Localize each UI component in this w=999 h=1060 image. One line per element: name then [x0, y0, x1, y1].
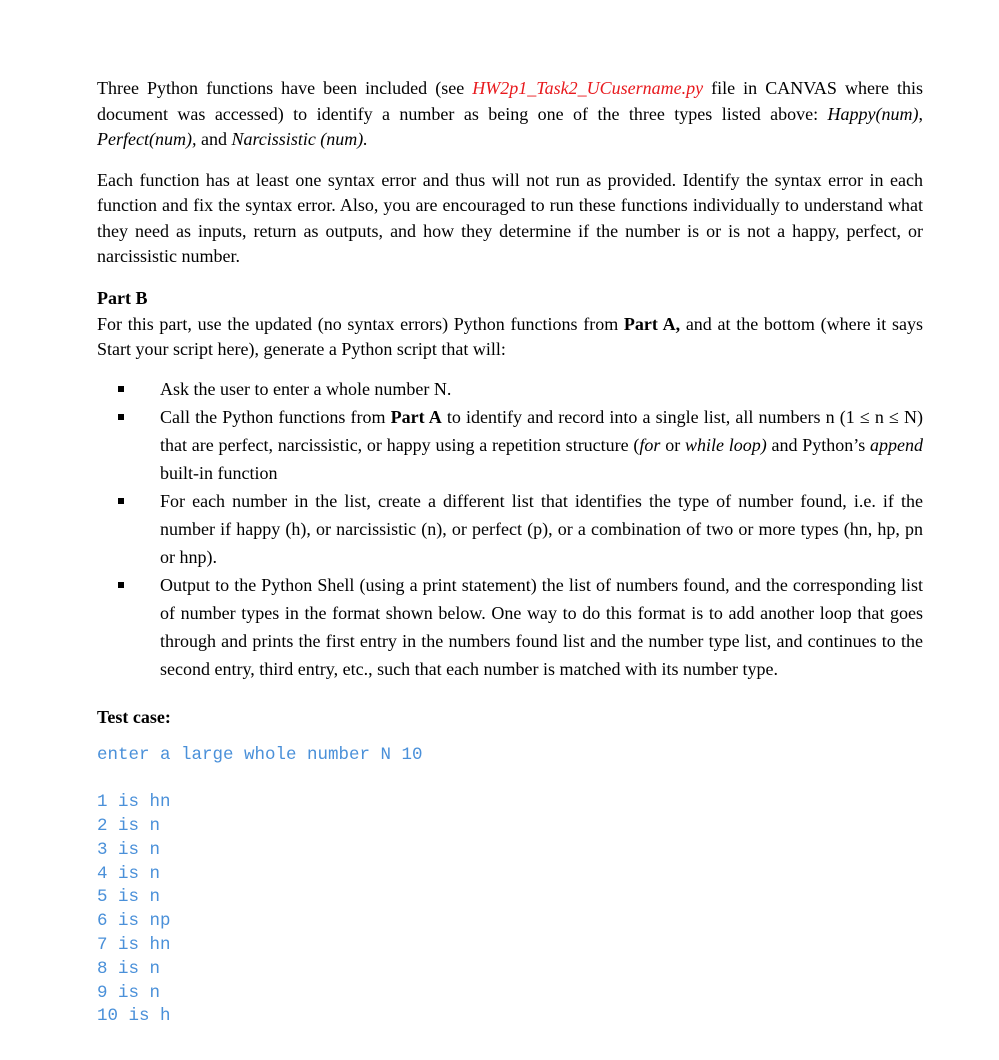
bullet-square-icon — [118, 386, 124, 392]
requirements-list — [97, 375, 923, 683]
bullet-square-icon — [118, 582, 124, 588]
function-narcissistic: Narcissistic (num). — [231, 129, 368, 149]
for-keyword: for — [639, 434, 661, 455]
output-line: 7 is hn — [97, 935, 171, 956]
append-keyword: append — [870, 434, 924, 455]
separator: , — [918, 103, 923, 124]
test-case-heading: Test case: — [97, 706, 171, 727]
output-list — [97, 791, 923, 1029]
separator: and — [196, 129, 232, 149]
output-line: 9 is n — [97, 982, 161, 1003]
output-line: 6 is np — [97, 911, 171, 932]
bullet-square-icon — [118, 498, 124, 504]
output-line: 10 is h — [97, 1006, 171, 1027]
list-item — [97, 571, 923, 683]
bullet-text: built-in function — [160, 462, 278, 483]
filename-reference: HW2p1_Task2_UCusername.py — [472, 78, 704, 98]
part-b-paragraph — [97, 312, 923, 363]
part-b-text-2: and at the bottom (where it says Start your script here), generate a Python script that will: — [97, 313, 923, 359]
function-happy: Happy(num) — [827, 103, 919, 124]
syntax-error-paragraph: Each function has at least one syntax error and thus will not run as provided. Identify the syntax error in each function and fix the syntax error. Also, you are encouraged to run these functions individually to understand what they need as inputs, return as outputs, and how they determine if the number is or is not a happy, perfect, or narcissistic number. — [97, 169, 923, 266]
intro-text-2: file in CANVAS where this document was accessed) to identify a number as being one of the three types listed above: — [97, 78, 923, 124]
part-a-reference: Part A — [390, 406, 442, 427]
while-keyword: while loop) — [684, 434, 767, 455]
intro-paragraph — [97, 76, 923, 153]
intro-text-1: Three Python functions have been included (see — [97, 78, 473, 98]
bullet-text: Call the Python functions from — [160, 406, 391, 427]
bullet-text: and Python’s — [766, 434, 871, 455]
bullet-text: or — [660, 434, 685, 455]
list-item — [97, 375, 923, 403]
output-line: 1 is hn — [97, 792, 171, 813]
function-perfect: Perfect(num), — [97, 129, 197, 149]
bullet-square-icon — [118, 414, 124, 420]
part-b-heading: Part B — [97, 287, 148, 308]
output-line: 3 is n — [97, 839, 161, 860]
part-a-reference: Part A, — [623, 313, 681, 334]
bullet-text: Ask the user to enter a whole number N. — [160, 378, 452, 399]
part-b-text-1: For this part, use the updated (no syntax errors) Python functions from — [97, 313, 624, 334]
bullet-text: Output to the Python Shell (using a print statement) the list of numbers found, and the corresponding list of number types in the format shown below. One way to do this format is to add another loop that goes through and prints the first entry in the numbers found list and the number type list, and continues to the second entry, third entry, etc., such that each number is matched with its number type. — [160, 574, 923, 679]
output-line: 8 is n — [97, 958, 161, 979]
bullet-text: For each number in the list, create a different list that identifies the type of number found, i.e. if the number if happy (h), or narcissistic (n), or perfect (p), or a combination of two or more types (hn, hp, pn or hnp). — [160, 490, 923, 567]
output-line: 2 is n — [97, 816, 161, 837]
bullet-text: to identify and record into a single list, all numbers n (1 ≤ n ≤ N) that are perfect, narcissistic, or happy using a repetition structure ( — [160, 406, 924, 455]
input-prompt: enter a large whole number N 10 — [97, 744, 423, 765]
document-page — [97, 76, 923, 1047]
list-item — [97, 487, 923, 571]
list-item — [97, 403, 923, 487]
output-line: 4 is n — [97, 863, 161, 884]
output-line: 5 is n — [97, 887, 161, 908]
